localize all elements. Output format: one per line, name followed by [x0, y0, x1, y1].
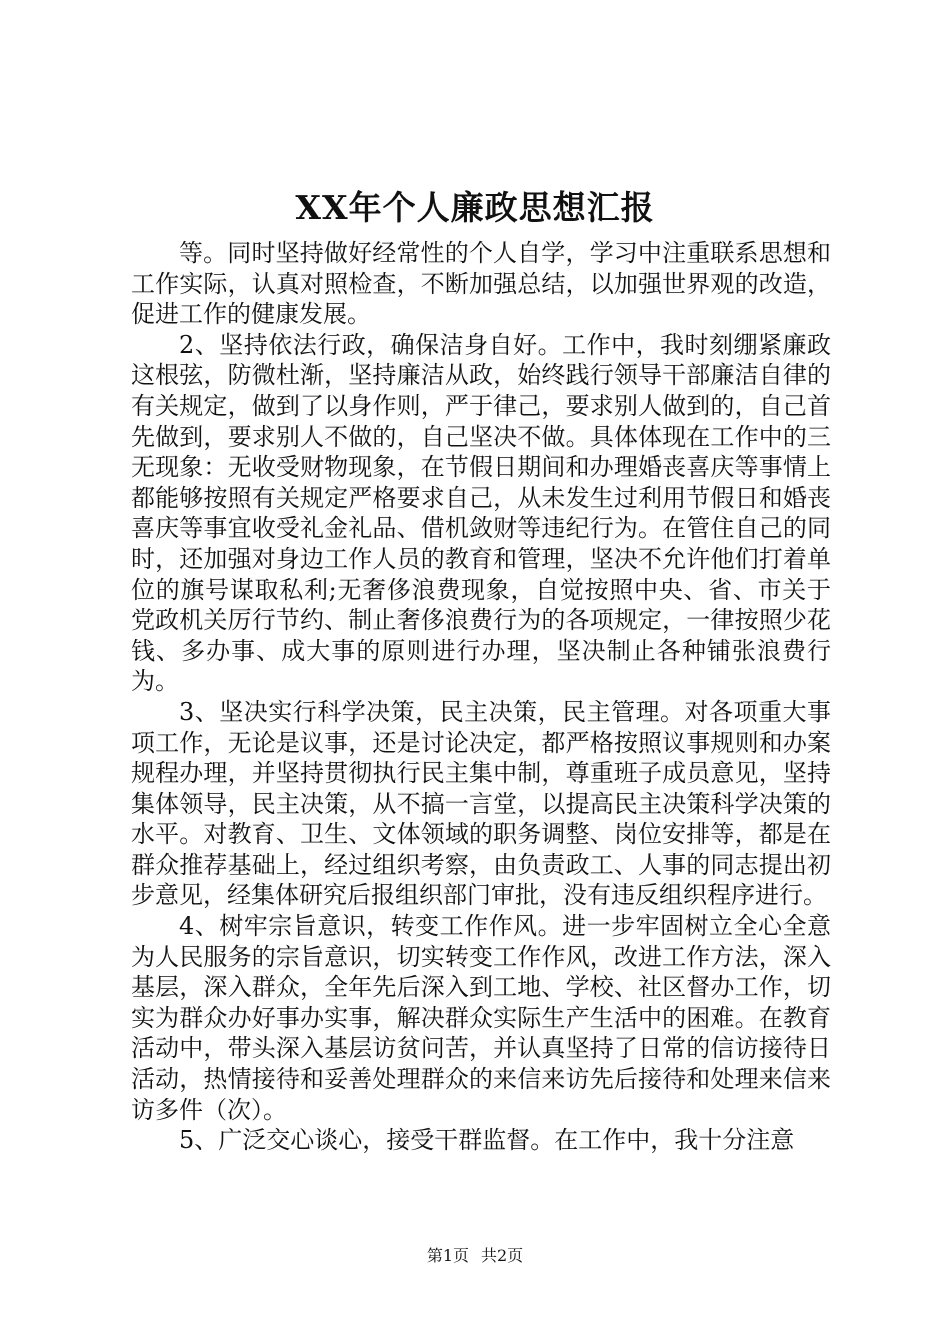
paragraph-3: 3、坚决实行科学决策，民主决策，民主管理。对各项重大事项工作，无论是议事，还是讨论决定，都严格按照议事规则和办案规程办理，并坚持贯彻执行民主集中制，尊重班子成员意见，坚持集体领导，民主决策，从不搞一言堂，以提高民主决策科学决策的水平。对教育、卫生、文体领域的职务调整、岗位安排等，都是在群众推荐基础上，经过组织考察，由负责政工、人事的同志提出初步意见，经集体研究后报组织部门审批，没有违反组织程序进行。	[131, 697, 831, 910]
page-total: 共2页	[481, 1246, 524, 1265]
document-body	[131, 238, 831, 1156]
paragraph-2: 2、坚持依法行政，确保洁身自好。工作中，我时刻绷紧廉政这根弦，防微杜渐，坚持廉洁从政，始终践行领导干部廉洁自律的有关规定，做到了以身作则，严于律己，要求别人做到的，自己首先做到，要求别人不做的，自己坚决不做。具体体现在工作中的三无现象：无收受财物现象，在节假日期间和办理婚丧喜庆等事情上都能够按照有关规定严格要求自己，从未发生过利用节假日和婚丧喜庆等事宜收受礼金礼品、借机敛财等违纪行为。在管住自己的同时，还加强对身边工作人员的教育和管理，坚决不允许他们打着单位的旗号谋取私利;无奢侈浪费现象，自觉按照中央、省、市关于党政机关厉行节约、制止奢侈浪费行为的各项规定，一律按照少花钱、多办事、成大事的原则进行办理，坚决制止各种铺张浪费行为。	[131, 330, 831, 696]
paragraph-1: 等。同时坚持做好经常性的个人自学，学习中注重联系思想和工作实际，认真对照检查，不断加强总结，以加强世界观的改造，促进工作的健康发展。	[131, 239, 831, 329]
page-number: 第1页	[426, 1246, 469, 1265]
document-title: XX年个人廉政思想汇报	[295, 188, 655, 227]
paragraph-4: 4、树牢宗旨意识，转变工作作风。进一步牢固树立全心全意为人民服务的宗旨意识，切实转变工作作风，改进工作方法，深入基层，深入群众，全年先后深入到工地、学校、社区督办工作，切实为群众办好事办实事，解决群众实际生产生活中的困难。在教育活动中，带头深入基层访贫问苦，并认真坚持了日常的信访接待日活动，热情接待和妥善处理群众的来信来访先后接待和处理来信来访多件（次）。	[131, 912, 831, 1124]
page-footer	[0, 1246, 950, 1266]
paragraph-5: 5、广泛交心谈心，接受干群监督。在工作中，我十分注意	[179, 1126, 795, 1155]
